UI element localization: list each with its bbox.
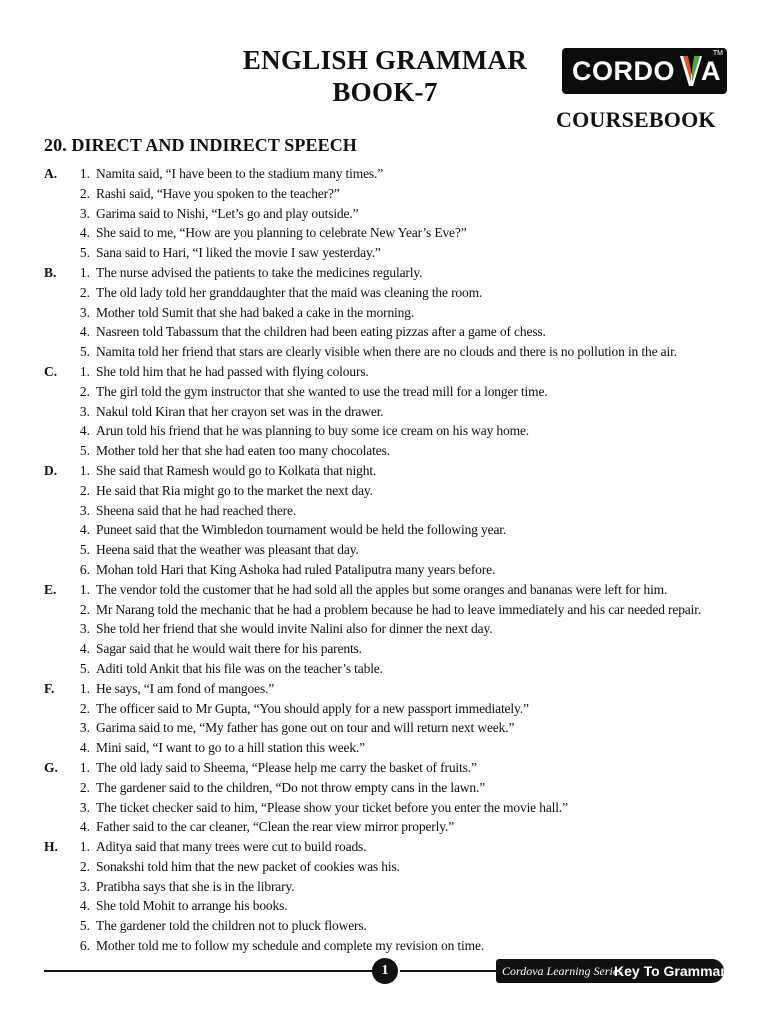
book-title-line-1: ENGLISH GRAMMAR	[242, 45, 528, 75]
answer-row	[44, 243, 734, 263]
answer-text: Mother told her that she had eaten too many chocolates.	[96, 443, 390, 459]
item-number: 3.	[79, 720, 90, 736]
answer-text: Father said to the car cleaner, “Clean the rear view mirror properly.”	[96, 819, 455, 835]
item-number: 5.	[79, 443, 90, 459]
item-number: 1.	[79, 363, 90, 379]
item-number: 2.	[79, 700, 90, 716]
answer-row	[44, 699, 734, 719]
item-number: 4.	[79, 898, 90, 914]
answer-row	[44, 283, 734, 303]
answer-row	[44, 223, 734, 243]
section-letter: G.	[44, 759, 58, 775]
item-number: 1.	[79, 839, 90, 855]
item-number: 4.	[79, 740, 90, 756]
answer-text: Namita said, “I have been to the stadium many times.”	[96, 166, 384, 181]
book-name: Key To Grammar-7	[614, 963, 739, 979]
section-letter: F.	[44, 680, 55, 696]
answer-text: Puneet said that the Wimbledon tournament would be held the following year.	[96, 522, 507, 538]
book-title	[230, 44, 540, 108]
answer-row	[44, 659, 734, 679]
answer-text: Arun told his friend that he was planning to buy some ice cream on his way home.	[96, 423, 530, 439]
item-number: 2.	[79, 383, 90, 399]
answer-row	[44, 580, 734, 600]
item-number: 3.	[79, 304, 90, 320]
item-number: 2.	[79, 185, 90, 201]
item-number: 5.	[79, 660, 90, 676]
item-number: 4.	[79, 225, 90, 241]
answer-row	[44, 600, 734, 620]
answer-text: She told Mohit to arrange his books.	[96, 898, 288, 914]
section-letter: D.	[44, 462, 58, 478]
answer-row	[44, 342, 734, 362]
coursebook-label: COURSEBOOK	[556, 107, 716, 132]
answer-text: Sonakshi told him that the new packet of cookies was his.	[96, 858, 400, 874]
answer-text: Sagar said that he would wait there for his parents.	[96, 641, 362, 657]
book-title-line-2: BOOK-7	[332, 77, 438, 107]
answer-row	[44, 204, 734, 224]
section-letter: H.	[44, 839, 58, 855]
answer-text: Nakul told Kiran that her crayon set was in the drawer.	[96, 403, 384, 419]
item-number: 2.	[79, 601, 90, 617]
answer-text: Sheena said that he had reached there.	[96, 502, 297, 518]
item-number: 5.	[79, 918, 90, 934]
answer-row	[44, 560, 734, 580]
answer-row	[44, 679, 734, 699]
answer-text: The ticket checker said to him, “Please show your ticket before you enter the movie hall.”	[96, 799, 568, 815]
answer-row	[44, 817, 734, 837]
logo-text: CORDO	[572, 56, 675, 86]
answer-text: Mini said, “I want to go to a hill station this week.”	[96, 740, 365, 756]
item-number: 1.	[79, 759, 90, 775]
answer-row	[44, 382, 734, 402]
item-number: 4.	[79, 522, 90, 538]
item-number: 4.	[79, 423, 90, 439]
item-number: 6.	[79, 561, 90, 577]
answer-row	[44, 402, 734, 422]
item-number: 4.	[79, 641, 90, 657]
answer-text: Garima said to me, “My father has gone out on tour and will return next week.”	[96, 720, 515, 736]
answer-row	[44, 164, 734, 184]
item-number: 3.	[79, 205, 90, 221]
answer-text: The nurse advised the patients to take the medicines regularly.	[96, 264, 423, 280]
answer-row	[44, 461, 734, 481]
answer-text: Namita told her friend that stars are clearly visible when there are no clouds and there is no pollution in the air.	[96, 344, 677, 360]
answer-row	[44, 896, 734, 916]
answer-row	[44, 916, 734, 936]
item-number: 4.	[79, 324, 90, 340]
answer-row	[44, 481, 734, 501]
answer-row	[44, 619, 734, 639]
answer-row	[44, 322, 734, 342]
answer-row	[44, 441, 734, 461]
answer-text: Mother told Sumit that she had baked a cake in the morning.	[96, 304, 415, 320]
answer-row	[44, 936, 734, 956]
answer-text: The old lady told her granddaughter that the maid was cleaning the room.	[96, 284, 483, 300]
answer-text: Heena said that the weather was pleasant that day.	[96, 542, 359, 558]
answer-text: Pratibha says that she is in the library.	[96, 878, 295, 894]
item-number: 1.	[79, 462, 90, 478]
answer-text: The officer said to Mr Gupta, “You should apply for a new passport immediately.”	[96, 700, 529, 716]
item-number: 2.	[79, 482, 90, 498]
item-number: 1.	[79, 166, 90, 181]
answer-row	[44, 718, 734, 738]
answer-text: The girl told the gym instructor that she wanted to use the tread mill for a longer time.	[96, 383, 548, 399]
answer-text: Mohan told Hari that King Ashoka had ruled Pataliputra many years before.	[96, 561, 496, 577]
answer-row	[44, 263, 734, 283]
footer-rule-left	[44, 970, 374, 972]
logo-v-mark-icon	[680, 52, 702, 88]
item-number: 3.	[79, 799, 90, 815]
answer-text: The old lady said to Sheema, “Please help me carry the basket of fruits.”	[96, 759, 477, 775]
item-number: 2.	[79, 779, 90, 795]
item-number: 6.	[79, 938, 90, 954]
answer-row	[44, 778, 734, 798]
item-number: 2.	[79, 284, 90, 300]
section-letter: E.	[44, 581, 57, 597]
item-number: 3.	[79, 502, 90, 518]
answer-text: Mother told me to follow my schedule and complete my revision on time.	[96, 938, 485, 954]
section-letter: B.	[44, 264, 57, 280]
item-number: 2.	[79, 858, 90, 874]
answer-text: Rashi said, “Have you spoken to the teacher?”	[96, 185, 340, 201]
answer-text: She said that Ramesh would go to Kolkata that night.	[96, 462, 377, 478]
page-number: 1	[372, 958, 398, 984]
answer-row	[44, 857, 734, 877]
section-letter: A.	[44, 166, 58, 181]
answer-row	[44, 184, 734, 204]
answer-row	[44, 303, 734, 323]
answer-row	[44, 501, 734, 521]
logo-trademark: TM	[712, 50, 723, 57]
item-number: 5.	[79, 542, 90, 558]
answer-row	[44, 758, 734, 778]
series-banner	[496, 959, 739, 983]
answer-text: Aditi told Ankit that his file was on the teacher’s table.	[96, 660, 383, 676]
answer-text: Garima said to Nishi, “Let’s go and play outside.”	[96, 205, 359, 221]
answer-row	[44, 421, 734, 441]
answer-text: He said that Ria might go to the market the next day.	[96, 482, 373, 498]
item-number: 1.	[79, 680, 90, 696]
answer-row	[44, 520, 734, 540]
answer-row	[44, 540, 734, 560]
section-letter: C.	[44, 363, 58, 379]
answer-text: The gardener told the children not to pluck flowers.	[96, 918, 367, 934]
answer-row	[44, 738, 734, 758]
answer-list	[44, 164, 734, 956]
chapter-title: 20. DIRECT AND INDIRECT SPEECH	[44, 135, 357, 155]
series-name: Cordova Learning Series	[502, 964, 623, 978]
answer-text: She told him that he had passed with flying colours.	[96, 363, 369, 379]
answer-text: She said to me, “How are you planning to celebrate New Year’s Eve?”	[96, 225, 467, 241]
answer-text: The gardener said to the children, “Do not throw empty cans in the lawn.”	[96, 779, 486, 795]
footer-rule-right	[400, 970, 496, 972]
item-number: 3.	[79, 403, 90, 419]
item-number: 4.	[79, 819, 90, 835]
answer-text: She told her friend that she would invite Nalini also for dinner the next day.	[96, 621, 493, 637]
answer-row	[44, 837, 734, 857]
answer-text: He says, “I am fond of mangoes.”	[96, 680, 275, 696]
answer-row	[44, 798, 734, 818]
logo-text-end: A	[701, 56, 721, 86]
answer-text: Aditya said that many trees were cut to build roads.	[96, 839, 367, 855]
item-number: 3.	[79, 878, 90, 894]
item-number: 1.	[79, 264, 90, 280]
answer-row	[44, 639, 734, 659]
cordova-logo	[562, 48, 727, 94]
answer-text: The vendor told the customer that he had sold all the apples but some oranges and bananas were left for him.	[96, 581, 668, 597]
answer-text: Nasreen told Tabassum that the children had been eating pizzas after a game of chess.	[96, 324, 546, 340]
item-number: 5.	[79, 245, 90, 261]
item-number: 1.	[79, 581, 90, 597]
answer-text: Sana said to Hari, “I liked the movie I saw yesterday.”	[96, 245, 381, 261]
item-number: 3.	[79, 621, 90, 637]
answer-row	[44, 362, 734, 382]
item-number: 5.	[79, 344, 90, 360]
answer-text: Mr Narang told the mechanic that he had a problem because he had to leave immediately and his car needed repair.	[96, 601, 702, 617]
answer-row	[44, 877, 734, 897]
